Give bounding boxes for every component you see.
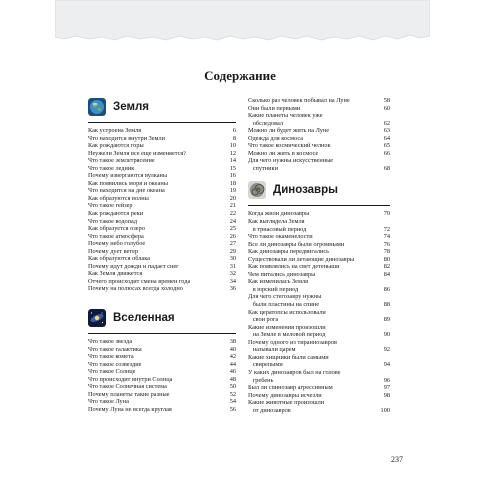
toc-item[interactable] xyxy=(88,180,236,188)
toc-item[interactable] xyxy=(248,226,390,234)
toc-item[interactable] xyxy=(248,248,390,256)
toc-item-title: Почему дует ветер xyxy=(88,247,139,255)
toc-item-page: 65 xyxy=(383,142,390,150)
toc-item[interactable] xyxy=(248,157,390,165)
toc-right-column xyxy=(248,97,390,414)
toc-item-page: 46 xyxy=(229,368,236,376)
toc-item-title: Как образуются волны xyxy=(88,194,149,202)
toc-item-page: 94 xyxy=(383,361,390,369)
toc-item-title: Как Земля движется xyxy=(88,270,143,278)
toc-item[interactable] xyxy=(248,399,390,407)
toc-item-page: 26 xyxy=(229,232,236,240)
toc-item[interactable] xyxy=(88,210,236,218)
toc-item-page: 32 xyxy=(229,270,236,278)
toc-item-page: 40 xyxy=(229,345,236,353)
toc-item[interactable] xyxy=(88,255,236,263)
toc-item[interactable] xyxy=(88,376,236,384)
toc-item-page: 18 xyxy=(229,179,236,187)
toc-item-title: от динозавров xyxy=(248,406,291,414)
toc-item-title: Существовали ли летающие динозавры xyxy=(248,255,355,263)
section-title-universe: Вселенная xyxy=(113,312,175,325)
toc-item-page: 62 xyxy=(383,119,390,127)
toc-item-title: Можно ли жить в космосе xyxy=(248,149,319,157)
toc-item-page: 96 xyxy=(383,376,390,384)
toc-item-title: спутники xyxy=(248,164,278,172)
toc-item[interactable] xyxy=(248,301,390,309)
toc-item-title: Что находится на дне океана xyxy=(88,187,165,195)
toc-item-title: Как рождаются реки xyxy=(88,210,144,218)
toc-item-title: Как появлялись на свет детеныши xyxy=(248,263,340,271)
section-divider xyxy=(88,333,236,334)
torn-paper-header-band xyxy=(55,0,430,44)
toc-item-page: 100 xyxy=(380,406,390,414)
toc-item-page: 74 xyxy=(383,233,390,241)
toc-item-page: 20 xyxy=(229,194,236,202)
toc-item[interactable] xyxy=(88,127,236,135)
toc-item-page: 25 xyxy=(229,225,236,233)
toc-item-title: Был ли спинозавр агрессивным xyxy=(248,384,333,392)
section-divider xyxy=(88,122,236,123)
toc-item-title: Почему планеты такие разные xyxy=(88,390,170,398)
toc-item-title: Какие планеты человек уже xyxy=(248,112,323,120)
toc-item-title: были пластины на спине xyxy=(248,301,320,309)
toc-item-page: 14 xyxy=(229,157,236,165)
toc-item-page: 44 xyxy=(229,360,236,368)
toc-item-title: Что такое ледник xyxy=(88,164,135,172)
toc-item[interactable] xyxy=(88,225,236,233)
toc-item[interactable] xyxy=(248,392,390,400)
toc-item-page: 76 xyxy=(383,240,390,248)
toc-item-title: Как образуются облака xyxy=(88,255,150,263)
toc-item-page: 58 xyxy=(383,97,390,104)
toc-item-title: Почему Луна не всегда круглая xyxy=(88,405,172,413)
toc-item-page: 68 xyxy=(383,164,390,172)
toc-item-page: 72 xyxy=(383,225,390,233)
toc-item[interactable] xyxy=(88,338,236,346)
toc-item-title: Отчего происходит смена времен года xyxy=(88,277,191,285)
toc-item-title: Что такое землетрясение xyxy=(88,157,155,165)
toc-item-page: 27 xyxy=(229,240,236,248)
section-title-earth: Земля xyxy=(113,101,149,113)
toc-item[interactable] xyxy=(248,324,390,332)
toc-item-page: 6 xyxy=(232,127,236,134)
section-header-universe xyxy=(88,308,236,328)
toc-item-page: 8 xyxy=(232,134,236,142)
toc-item[interactable] xyxy=(88,172,236,180)
toc-item[interactable] xyxy=(248,346,390,354)
toc-item[interactable] xyxy=(88,248,236,256)
toc-item-title: Что такое атмосфера xyxy=(88,232,144,240)
toc-list-earth xyxy=(88,127,236,293)
toc-item-page: 48 xyxy=(229,375,236,383)
toc-item-page: 78 xyxy=(383,248,390,256)
toc-item-title: Когда жили динозавры xyxy=(248,210,310,218)
toc-item-title: Что находится внутри Земли xyxy=(88,134,166,142)
toc-item-title: Что такое окаменелости xyxy=(248,233,313,241)
toc-item-title: Что такое космический челнок xyxy=(248,142,331,150)
section-title-dinosaurs: Динозавры xyxy=(273,184,338,197)
page-number: 237 xyxy=(391,455,403,464)
toc-item[interactable] xyxy=(248,97,390,105)
toc-item-page: 90 xyxy=(383,331,390,339)
toc-item-title: Все ли динозавры были огромными xyxy=(248,240,345,248)
toc-item-page: 86 xyxy=(383,285,390,293)
toc-item-page: 36 xyxy=(229,285,236,293)
toc-item-title: Можно ли будет жить на Луне xyxy=(248,127,330,135)
section-header-earth xyxy=(88,97,236,117)
toc-item[interactable] xyxy=(88,285,236,293)
toc-item[interactable] xyxy=(248,218,390,226)
toc-item-page: 54 xyxy=(229,398,236,406)
toc-item-title: Почему небо голубое xyxy=(88,240,146,248)
toc-item[interactable] xyxy=(248,369,390,377)
toc-item-title: Почему одного из тираннозавров xyxy=(248,338,337,346)
toc-item-page: 82 xyxy=(383,263,390,271)
toc-item[interactable] xyxy=(248,361,390,369)
toc-item-title: гребень xyxy=(248,376,274,384)
toc-item-title: Как выглядела Земля xyxy=(248,218,305,226)
toc-item-title: Как динозавры передвигались xyxy=(248,248,330,256)
toc-item-title: Почему извергаются вулканы xyxy=(88,172,168,180)
toc-item-page: 30 xyxy=(229,255,236,263)
toc-item-title: Что такое Луна xyxy=(88,398,129,406)
toc-item-title: Что происходит внутри Солнца xyxy=(88,375,173,383)
toc-list-dinosaurs xyxy=(248,210,390,414)
toc-item[interactable] xyxy=(248,135,390,143)
toc-item-page: 98 xyxy=(383,391,390,399)
toc-item[interactable] xyxy=(88,346,236,354)
toc-item[interactable] xyxy=(88,398,236,406)
toc-item-page: 29 xyxy=(229,247,236,255)
toc-item-title: в юрский период xyxy=(248,285,299,293)
toc-item-title: Что такое Солнечная система xyxy=(88,383,167,391)
toc-item-title: Что такое галактика xyxy=(88,345,142,353)
toc-item-title: Сколько раз человек побывал на Луне xyxy=(248,97,350,104)
toc-item[interactable] xyxy=(88,406,236,414)
toc-item-page: 22 xyxy=(229,210,236,218)
toc-item[interactable] xyxy=(248,263,390,271)
toc-item-title: на Земле в меловой период xyxy=(248,331,326,339)
toc-item[interactable] xyxy=(88,391,236,399)
toc-item[interactable] xyxy=(88,157,236,165)
toc-item[interactable] xyxy=(88,195,236,203)
toc-item-title: У каких динозавров был на голове xyxy=(248,368,341,376)
toc-item-title: Что такое водопад xyxy=(88,217,138,225)
toc-item-page: 38 xyxy=(229,338,236,346)
toc-item-page: 21 xyxy=(229,202,236,210)
toc-item[interactable] xyxy=(88,353,236,361)
toc-item[interactable] xyxy=(248,384,390,392)
toc-item-page: 97 xyxy=(383,384,390,392)
toc-item-title: Какие изменения произошли xyxy=(248,323,326,331)
toc-item-title: Чем питались динозавры xyxy=(248,270,316,278)
toc-item[interactable] xyxy=(88,278,236,286)
toc-item[interactable] xyxy=(88,150,236,158)
toc-item-page: 88 xyxy=(383,301,390,309)
toc-item[interactable] xyxy=(248,278,390,286)
toc-item[interactable] xyxy=(248,142,390,150)
toc-item-title: Почему на полюсах всегда холодно xyxy=(88,285,183,293)
toc-item-title: Что такое гейзер xyxy=(88,202,133,210)
toc-item-title: Как устроена Земля xyxy=(88,127,142,134)
toc-item-page: 12 xyxy=(229,149,236,157)
toc-item[interactable] xyxy=(248,377,390,385)
toc-item-page: 60 xyxy=(383,104,390,112)
toc-item-title: Для чего нужны искусственные xyxy=(248,157,334,165)
toc-item-title: Что такое Солнце xyxy=(88,368,136,376)
toc-item-title: Какие хищники были самыми xyxy=(248,353,329,361)
toc-item[interactable] xyxy=(88,165,236,173)
toc-item[interactable] xyxy=(248,316,390,324)
toc-item-page: 89 xyxy=(383,316,390,324)
toc-item[interactable] xyxy=(248,354,390,362)
toc-item-page: 10 xyxy=(229,142,236,150)
toc-item-title: Как появились моря и океаны xyxy=(88,179,168,187)
toc-item-title: Для чего стегозавру нужны xyxy=(248,293,322,301)
toc-item[interactable] xyxy=(88,135,236,143)
toc-item[interactable] xyxy=(88,270,236,278)
toc-item-title: Что такое созвездие xyxy=(88,360,142,368)
toc-item-title: свои рога xyxy=(248,316,279,324)
toc-item-page: 63 xyxy=(383,127,390,135)
fossil-shell-icon xyxy=(248,181,266,199)
toc-item[interactable] xyxy=(88,142,236,150)
toc-item[interactable] xyxy=(248,407,390,415)
toc-item-page: 42 xyxy=(229,353,236,361)
section-header-dinosaurs xyxy=(248,180,390,200)
toc-item[interactable] xyxy=(248,233,390,241)
toc-item[interactable] xyxy=(248,127,390,135)
toc-item-page: 34 xyxy=(229,277,236,285)
toc-item-title: Неужели Земля все еще изменяется? xyxy=(88,149,187,157)
galaxy-icon xyxy=(88,309,106,327)
toc-item[interactable] xyxy=(248,309,390,317)
toc-item-page: 64 xyxy=(383,134,390,142)
toc-item-title: в триасовый период xyxy=(248,225,307,233)
toc-item-page: 52 xyxy=(229,390,236,398)
toc-item[interactable] xyxy=(248,293,390,301)
toc-item-title: называли царем xyxy=(248,346,296,354)
toc-item[interactable] xyxy=(248,256,390,264)
toc-item-page: 16 xyxy=(229,172,236,180)
toc-item[interactable] xyxy=(88,383,236,391)
toc-item-page: 19 xyxy=(229,187,236,195)
toc-list-universe-continued xyxy=(248,97,390,172)
toc-item-title: Какие животные произошли xyxy=(248,399,325,407)
toc-item-page: 50 xyxy=(229,383,236,391)
toc-item[interactable] xyxy=(248,331,390,339)
toc-item-title: Как изменилась Земля xyxy=(248,278,308,286)
toc-item[interactable] xyxy=(88,233,236,241)
toc-item[interactable] xyxy=(88,368,236,376)
toc-item-title: Что такое комета xyxy=(88,353,134,361)
toc-item-page: 24 xyxy=(229,217,236,225)
toc-item-page: 84 xyxy=(383,270,390,278)
toc-item[interactable] xyxy=(88,218,236,226)
toc-item-title: Как образуется озеро xyxy=(88,225,145,233)
toc-item[interactable] xyxy=(88,263,236,271)
toc-left-column xyxy=(88,97,236,414)
toc-item-title: Почему динозавры исчезли xyxy=(248,391,322,399)
toc-item-title: Что такое звезда xyxy=(88,338,133,346)
toc-item-page: 92 xyxy=(383,346,390,354)
toc-item-page: 66 xyxy=(383,149,390,157)
toc-item[interactable] xyxy=(248,210,390,218)
earth-globe-icon xyxy=(88,98,106,116)
toc-item-title: Они были первыми xyxy=(248,104,301,112)
toc-item-title: Одежда для космоса xyxy=(248,134,303,142)
toc-item[interactable] xyxy=(248,150,390,158)
toc-item[interactable] xyxy=(88,240,236,248)
toc-item[interactable] xyxy=(88,361,236,369)
toc-item[interactable] xyxy=(248,120,390,128)
toc-item-page: 31 xyxy=(229,262,236,270)
toc-item[interactable] xyxy=(248,339,390,347)
toc-item-page: 70 xyxy=(383,210,390,218)
toc-item-title: Как цератопсы использовали xyxy=(248,308,326,316)
toc-item[interactable] xyxy=(248,105,390,113)
toc-item-title: свирепыми xyxy=(248,361,283,369)
toc-item[interactable] xyxy=(248,241,390,249)
toc-item-title: Как рождаются горы xyxy=(88,142,144,150)
toc-item[interactable] xyxy=(248,165,390,173)
toc-item-page: 15 xyxy=(229,164,236,172)
toc-list-universe xyxy=(88,338,236,413)
toc-item[interactable] xyxy=(248,112,390,120)
toc-item-page: 80 xyxy=(383,255,390,263)
section-divider xyxy=(248,205,390,206)
toc-item[interactable] xyxy=(248,286,390,294)
toc-item-title: Почему идут дожди и падает снег xyxy=(88,262,179,270)
toc-item-title: обследовал xyxy=(248,119,283,127)
toc-item[interactable] xyxy=(88,187,236,195)
toc-item[interactable] xyxy=(248,271,390,279)
toc-item[interactable] xyxy=(88,202,236,210)
toc-item-page: 56 xyxy=(229,405,236,413)
page-title: Содержание xyxy=(204,68,276,83)
